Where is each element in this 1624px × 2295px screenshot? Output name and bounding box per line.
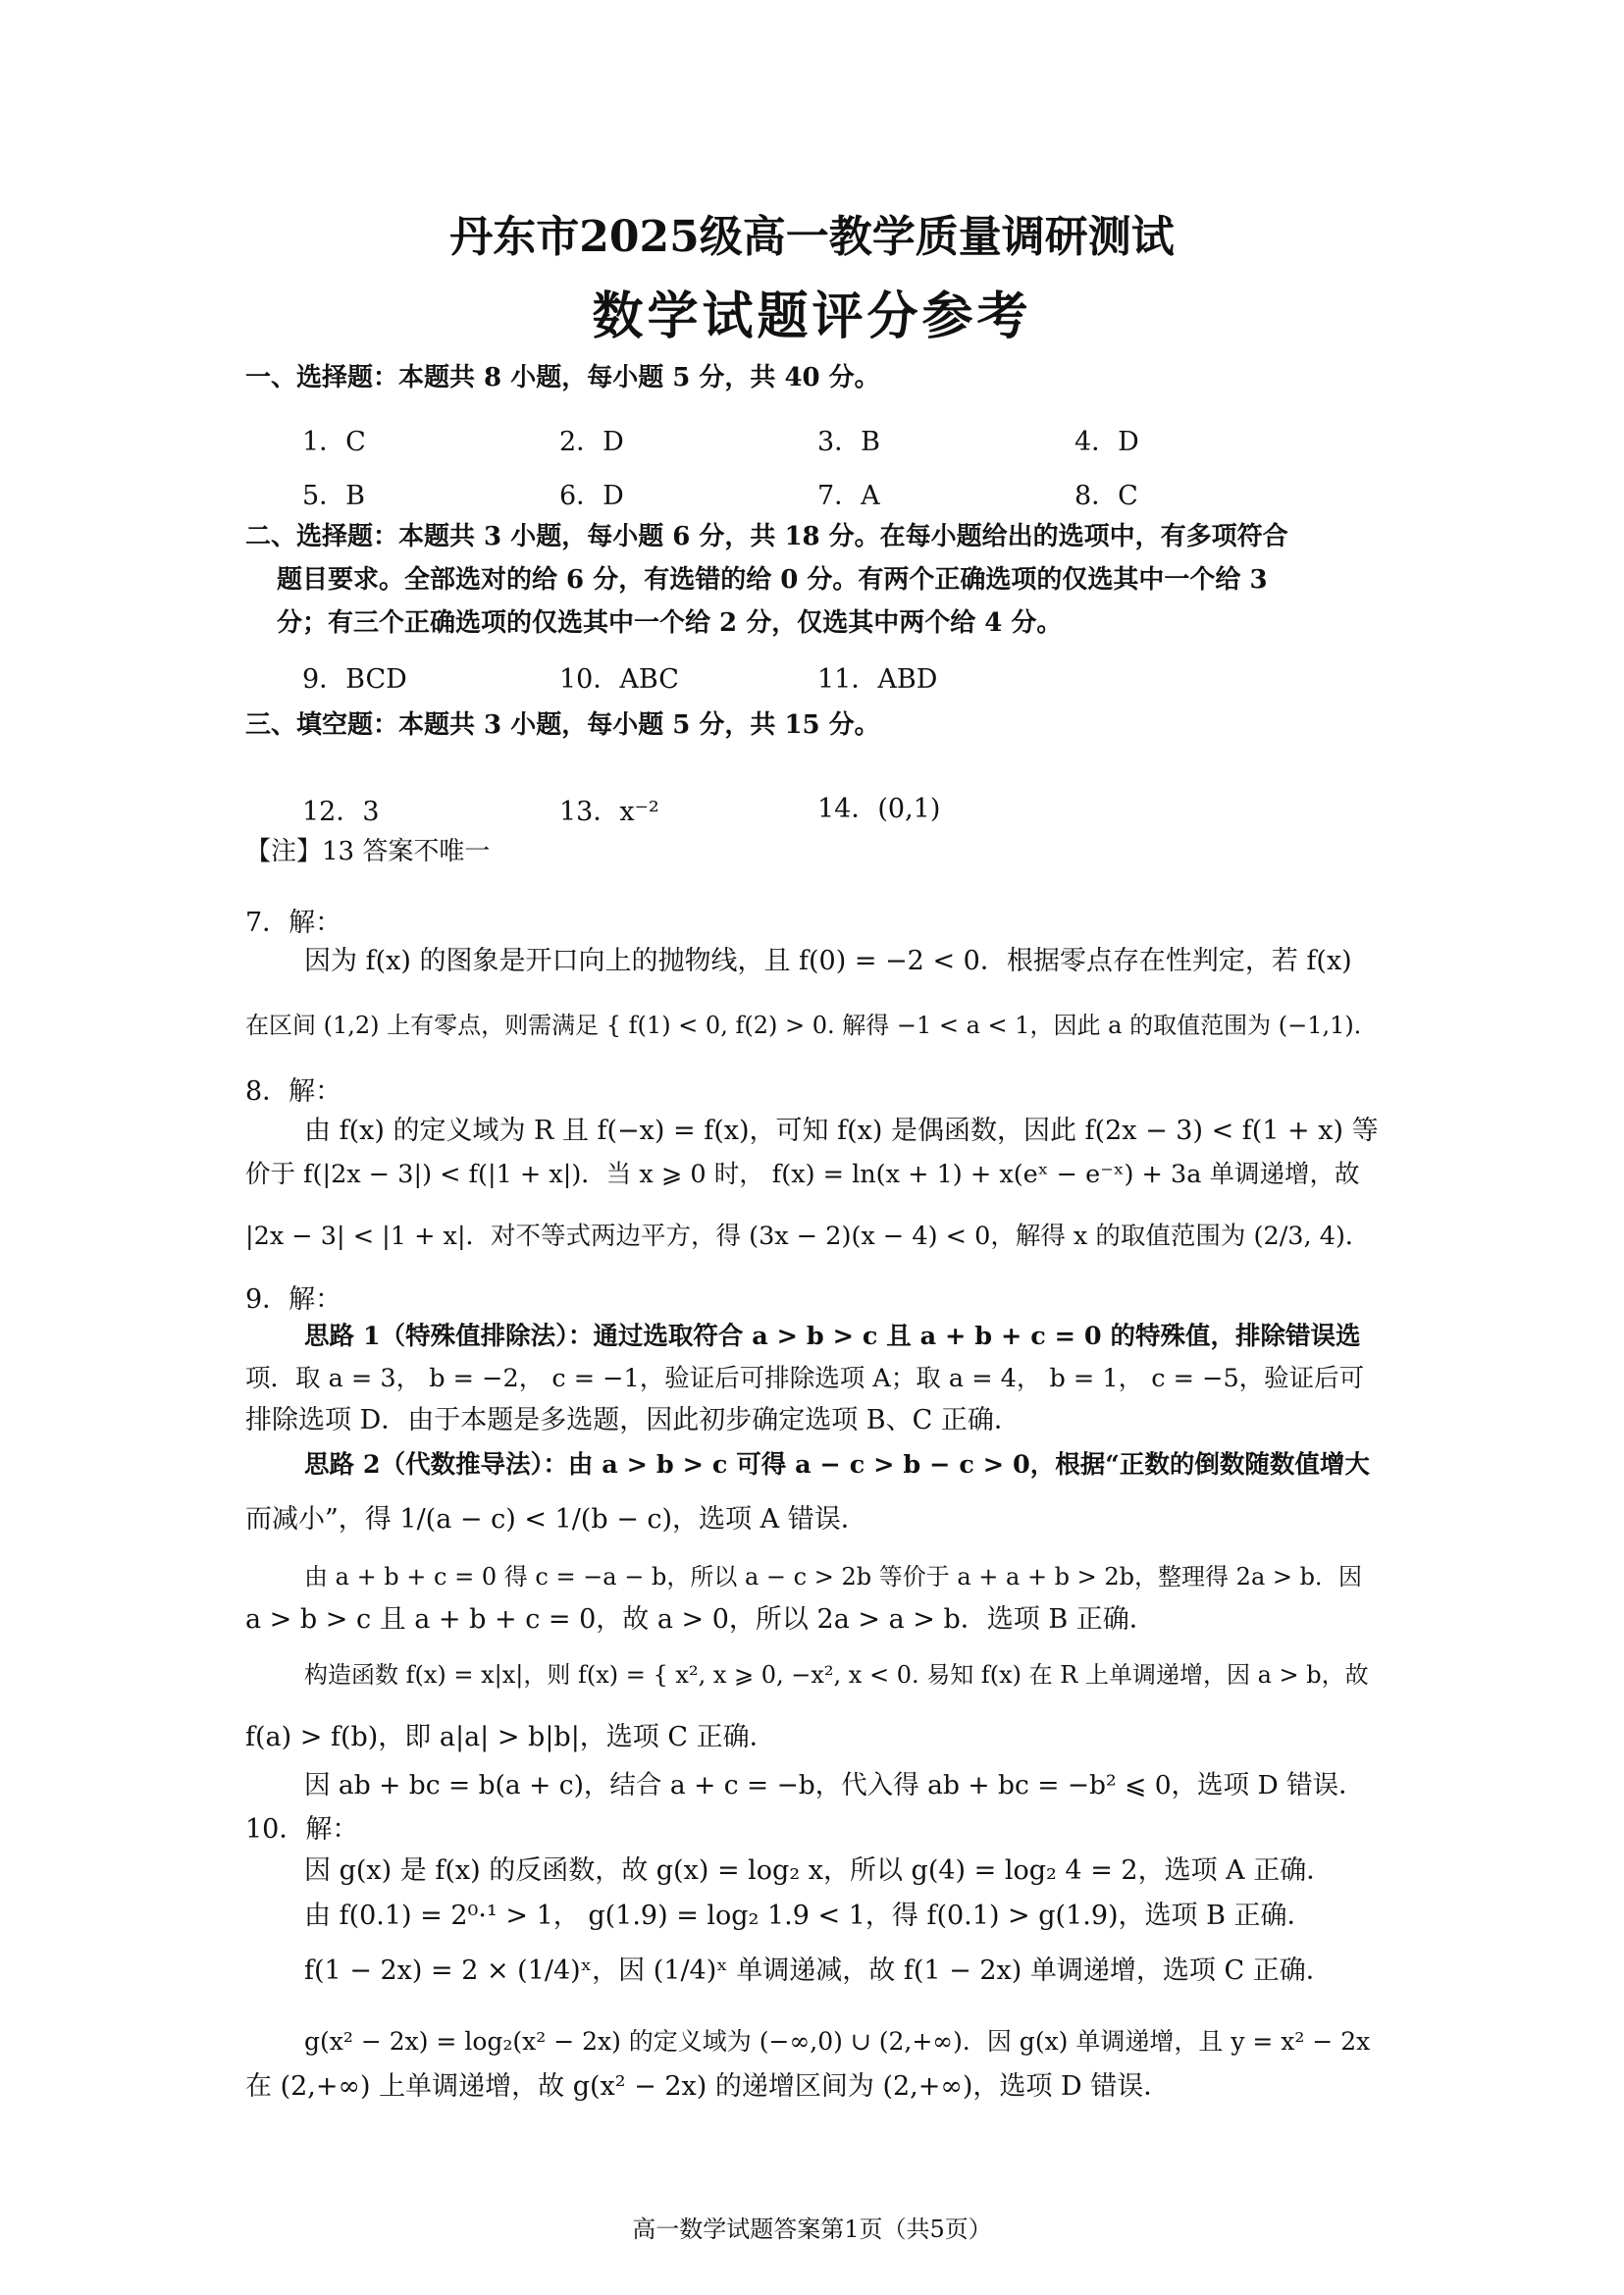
document-title: 数学试题评分参考: [592, 287, 1032, 346]
section-heading-2-line: 二、选择题：本题共 3 小题，每小题 6 分，共 18 分。在每小题给出的选项中，有多项符合: [245, 522, 1288, 551]
solution-heading: 10．解：: [245, 1814, 359, 1845]
solution-line: 项．取 a = 3， b = −2， c = −1，验证后可排除选项 A；取 a = 4， b = 1， c = −5，验证后可: [245, 1364, 1365, 1393]
answer-item: 1．C: [302, 427, 366, 457]
page-footer: 高一数学试题答案第1页（共5页）: [632, 2216, 992, 2243]
section-heading-2-line: 题目要求。全部选对的给 6 分，有选错的给 0 分。有两个正确选项的仅选其中一个给 3: [277, 565, 1268, 595]
solution-heading: 9．解：: [245, 1284, 342, 1315]
section-heading-3: 三、填空题：本题共 3 小题，每小题 5 分，共 15 分。: [245, 710, 880, 740]
answer-item: 13．x⁻²: [559, 797, 659, 827]
answer-item: 14．(0,1): [817, 794, 941, 824]
solution-line: f(a) > f(b)，即 a|a| > b|b|，选项 C 正确．: [245, 1722, 776, 1752]
solution-line: 排除选项 D．由于本题是多选题，因此初步确定选项 B、C 正确．: [245, 1405, 1021, 1435]
section-heading-2-line: 分；有三个正确选项的仅选其中一个给 2 分，仅选其中两个给 4 分。: [277, 608, 1063, 638]
solution-line: a > b > c 且 a + b + c = 0，故 a > 0，所以 2a > a > b．选项 B 正确．: [245, 1604, 1156, 1635]
solution-line: 在区间 (1,2) 上有零点，则需满足 { f(1) < 0, f(2) > 0. 解得 −1 < a < 1，因此 a 的取值范围为 (−1,1)．: [245, 1012, 1378, 1039]
answer-item: 7．A: [817, 481, 880, 511]
solution-line: |2x − 3| < |1 + x|．对不等式两边平方，得 (3x − 2)(x − 4) < 0，解得 x 的取值范围为 (2/3, 4)．: [245, 1222, 1371, 1251]
solution-line: 因为 f(x) 的图象是开口向上的抛物线，且 f(0) = −2 < 0．根据零点存在性判定，若 f(x): [304, 946, 1352, 976]
exam-title: 丹东市2025级高一教学质量调研测试: [449, 212, 1175, 262]
answer-item: 2．D: [559, 427, 624, 457]
answer-item: 10．ABC: [559, 664, 679, 695]
section-heading-1: 一、选择题：本题共 8 小题，每小题 5 分，共 40 分。: [245, 363, 880, 392]
answer-item: 4．D: [1074, 427, 1139, 457]
answer-item: 11．ABD: [817, 664, 938, 695]
solution-line: 由 f(x) 的定义域为 R 且 f(−x) = f(x)，可知 f(x) 是偶函数，因此 f(2x − 3) < f(1 + x) 等: [304, 1116, 1379, 1146]
answer-item: 3．B: [817, 427, 881, 457]
solution-line: 思路 2（代数推导法）：由 a > b > c 可得 a − c > b − c > 0，根据“正数的倒数随数值增大: [304, 1450, 1370, 1480]
solution-line: 由 f(0.1) = 2⁰·¹ > 1， g(1.9) = log₂ 1.9 < 1，得 f(0.1) > g(1.9)，选项 B 正确．: [304, 1901, 1314, 1931]
solution-line: 价于 f(|2x − 3|) < f(|1 + x|)．当 x ⩾ 0 时， f(x) = ln(x + 1) + x(eˣ − e⁻ˣ) + 3a 单调递增，故: [245, 1160, 1360, 1189]
solution-line: f(1 − 2x) = 2 × (1/4)ˣ，因 (1/4)ˣ 单调递减，故 f(1 − 2x) 单调递增，选项 C 正确．: [304, 1956, 1333, 1986]
answer-item: 9．BCD: [302, 664, 407, 695]
solution-line: 而减小”，得 1/(a − c) < 1/(b − c)，选项 A 错误．: [245, 1504, 867, 1535]
note: 【注】13 答案不唯一: [245, 837, 491, 866]
solution-line: 构造函数 f(x) = x|x|，则 f(x) = { x², x ⩾ 0, −x², x < 0. 易知 f(x) 在 R 上单调递增，因 a > b，故: [304, 1661, 1369, 1689]
solution-line: 由 a + b + c = 0 得 c = −a − b，所以 a − c > 2b 等价于 a + a + b > 2b，整理得 2a > b．因: [304, 1563, 1362, 1591]
solution-line: 在 (2,+∞) 上单调递增，故 g(x² − 2x) 的递增区间为 (2,+∞)，选项 D 错误．: [245, 2071, 1171, 2102]
solution-line: 因 ab + bc = b(a + c)，结合 a + c = −b，代入得 ab + bc = −b² ⩽ 0，选项 D 错误．: [304, 1770, 1365, 1800]
solution-line: g(x² − 2x) = log₂(x² − 2x) 的定义域为 (−∞,0) ∪ (2,+∞)．因 g(x) 单调递增，且 y = x² − 2x: [304, 2027, 1371, 2056]
answer-item: 5．B: [302, 481, 366, 511]
answer-item: 6．D: [559, 481, 624, 511]
solution-line: 因 g(x) 是 f(x) 的反函数，故 g(x) = log₂ x，所以 g(4) = log₂ 4 = 2，选项 A 正确．: [304, 1855, 1334, 1886]
answer-item: 12．3: [302, 797, 380, 827]
solution-heading: 8．解：: [245, 1076, 342, 1107]
solution-line: 思路 1（特殊值排除法）：通过选取符合 a > b > c 且 a + b + c = 0 的特殊值，排除错误选: [304, 1322, 1361, 1351]
answer-item: 8．C: [1074, 481, 1138, 511]
solution-heading: 7．解：: [245, 908, 342, 938]
